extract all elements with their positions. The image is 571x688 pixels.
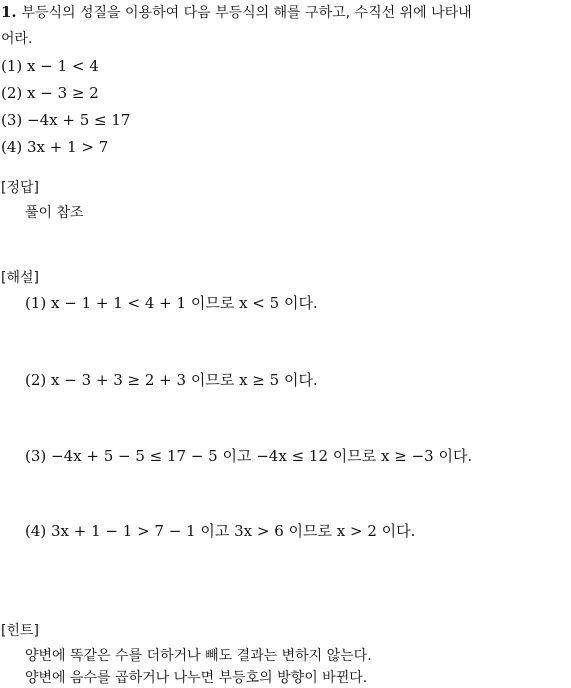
solution-item-2: (2) x − 3 + 3 ≥ 2 + 3 이므로 x ≥ 5 이다.: [25, 371, 318, 389]
problem-item-1: (1) x − 1 < 4: [1, 57, 99, 75]
problem-item-2: (2) x − 3 ≥ 2: [1, 84, 99, 102]
problem-stem-text: 부등식의 성질을 이용하여 다음 부등식의 해를 구하고, 수직선 위에 나타내: [21, 5, 472, 21]
hint-line-2: 양변에 음수를 곱하거나 나누면 부등호의 방향이 바뀐다.: [25, 670, 368, 686]
problem-number: 1.: [1, 3, 17, 21]
solution-item-1: (1) x − 1 + 1 < 4 + 1 이므로 x < 5 이다.: [25, 294, 318, 312]
problem-stem-line-1: [1, 2, 472, 23]
hint-line-1: 양변에 똑같은 수를 더하거나 빼도 결과는 변하지 않는다.: [25, 648, 372, 664]
problem-item-4: (4) 3x + 1 > 7: [1, 138, 109, 156]
problem-stem-line-2: 어라.: [1, 31, 33, 47]
solution-item-4: (4) 3x + 1 − 1 > 7 − 1 이고 3x > 6 이므로 x > 2 이다.: [25, 522, 416, 540]
solution-item-3: (3) −4x + 5 − 5 ≤ 17 − 5 이고 −4x ≤ 12 이므로 x ≥ −3 이다.: [25, 447, 473, 465]
hint-header: [힌트]: [1, 623, 39, 639]
problem-item-3: (3) −4x + 5 ≤ 17: [1, 111, 131, 129]
answer-header: [정답]: [1, 180, 39, 196]
solution-header: [해설]: [1, 270, 39, 286]
answer-text: 풀이 참조: [25, 205, 84, 221]
